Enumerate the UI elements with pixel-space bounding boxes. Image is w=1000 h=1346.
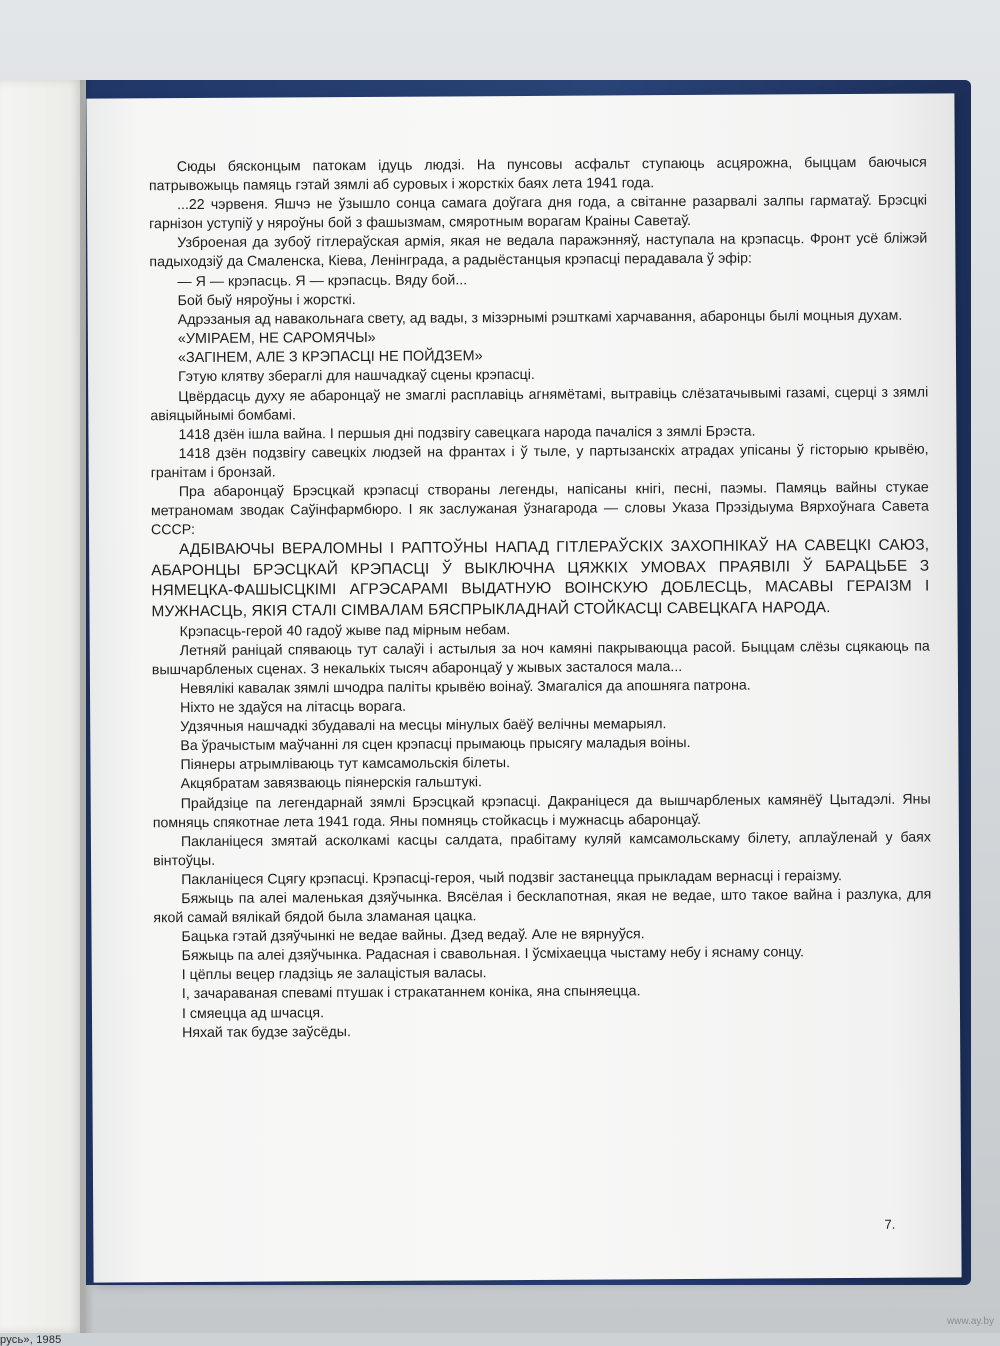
- paragraph: І смяецца ад шчасця.: [181, 1004, 325, 1022]
- paragraph: Невялікі кавалак зямлі шчодра паліты крывёю воінаў. Змагаліся да апошняга патрона.: [179, 677, 751, 698]
- paragraph: Летняй раніцай спяваюць тут салаўі і астылыя за ноч камяні пакрываюцца расой. Быццам слёзы сцякаюць па вышчарбленых сценах. З некалькіх тысяч абаронцаў у жывых засталося мала...: [151, 638, 930, 679]
- left-page-footer: русь», 1985: [0, 1334, 62, 1346]
- paragraph: Бяжыць па алеі дзяўчынка. Радасная і свавольная. І ўсміхаецца чыстаму небу і яснаму сонцу.: [181, 944, 804, 965]
- paragraph: Няхай так будзе заўсёды.: [182, 1023, 351, 1041]
- paragraph: Цвёрдасць духу яе абаронцаў не змаглі расплавіць агнямётамі, вытравіць слёзатачывымі газамі, сцерці з зямлі авіяцыйнымі бомбамі.: [150, 384, 929, 424]
- watermark: www.ay.by: [946, 1316, 994, 1327]
- oath-line: «УМІРАЕМ, НЕ САРОМЯЧЫ»: [177, 329, 376, 347]
- paragraph: Сюды бясконцым патокам ідуць людзі. На пунсовы асфальт ступаюць асцярожна, быццам баючыся патрывожыць памяць гэтай зямлі аб суровых і жорсткіх баях лета 1941 года.: [148, 154, 927, 195]
- paragraph: І цёплы вецер гладзіць яе залацістыя валасы.: [181, 965, 487, 984]
- paragraph: Ва ўрачыстым маўчанні ля сцен крэпасці прымаюць прысягу маладыя воіны.: [180, 735, 691, 755]
- paragraph: Прайдзіце па легендарнай зямлі Брэсцкай крэпасці. Дакраніцеся да вышчарбленых камянёў Цытадэлі. Яны помняць спякотнае лета 1941 года. Яны помняць стойкасць і мужнасць абаронцаў.: [152, 791, 931, 831]
- paragraph: 1418 дзён подзвігу савецкіх людзей на франтах і ў тыле, у партызанскіх атрадах упісаны ў гісторыю крывёю, гранітам і бронзай.: [150, 441, 929, 482]
- page-number: 7.: [884, 1216, 896, 1232]
- paragraph: Бой быў няроўны і жорсткі.: [177, 291, 356, 309]
- paragraph: Гэтую клятву збераглі для нашчадкаў сцены крэпасці.: [178, 367, 535, 386]
- paragraph: Удзячныя нашчадкі збудавалі на месцы мінулых баёў велічны мемарыял.: [180, 716, 667, 736]
- paragraph: Адрэзаныя ад навакольнага свету, ад вады, з мізэрнымі рэшткамі харчавання, абаронцы былі моцныя духам.: [177, 307, 903, 328]
- paragraph: Піянеры атрымліваюць тут камсамольскія білеты.: [180, 755, 511, 774]
- paragraph: 1418 дзён ішла вайна. І першыя дні подзвігу савецкага народа пачаліся з зямлі Брэста.: [178, 423, 756, 443]
- paragraph: — Я — крэпасць. Я — крэпасць. Вяду бой...: [177, 271, 468, 290]
- paragraph: Узброеная да зубоў гітлераўская армія, якая не ведала паражэнняў, наступала на крэпасць. Фронт усё бліжэй падыходзіў да Смаленска, Кіева, Ленінграда, а радыёстанцыя крэпасці перадавала ў эфір:: [149, 230, 928, 271]
- decree-text: АДБІВАЮЧЫ ВЕРАЛОМНЫ І РАПТОЎНЫ НАПАД ГІТЛЕРАЎСКІХ ЗАХОПНІКАЎ НА САВЕЦКІ САЮЗ, АБАРОНЦЫ БРЭСЦКАЙ КРЭПАСЦІ Ў ВЫКЛЮЧНА ЦЯЖКІХ УМОВАХ ПРАЯВІЛІ Ў БАРАЦЬБЕ З НЯМЕЦКА-ФАШЫСЦКІМІ АГРЭСАРАМІ ВЫДАТНУЮ ВОІНСКУЮ ДОБЛЕСЦЬ, МАСАВЫ ГЕРАІЗМ І МУЖНАСЦЬ, ЯКІЯ СТАЛІ СІМВАЛАМ БЯСПРЫКЛАДНАЙ СТОЙКАСЦІ САВЕЦКАГА НАРОДА.: [151, 536, 930, 621]
- page-text: [149, 154, 932, 1043]
- paragraph: Крэпасць-герой 40 гадоў жыве пад мірным небам.: [179, 621, 511, 640]
- left-page: [0, 80, 86, 1346]
- paragraph: Пра абаронцаў Брэсцкай крэпасці створаны легенды, напісаны кнігі, песні, паэмы. Памяць вайны стукае метраномам зводак Саўінфармбюро. І як заслужаная ўзнагарода — словы Указа Прэзідыума Вярхоўнага Савета СССР:: [150, 479, 929, 539]
- paragraph: Пакланіцеся змятай асколкамі касцы салдата, прабітаму куляй камсамольскаму білету, аплаўленай у баях вінтоўцы.: [153, 829, 931, 870]
- paragraph: І, зачараваная спевамі птушак і стракатаннем коніка, яна спыняецца.: [181, 983, 641, 1003]
- paragraph: Ніхто не здаўся на літасць ворага.: [180, 698, 407, 717]
- right-page: [86, 93, 961, 1282]
- oath-line: «ЗАГІНЕМ, АЛЕ З КРЭПАСЦІ НЕ ПОЙДЗЕМ»: [177, 348, 483, 367]
- paragraph: Бяжыць па алеі маленькая дзяўчынка. Вясёлая і бесклапотная, якая не ведае, што такое вайна і разлука, для якой самай вялікай бядой была зламаная цацка.: [153, 886, 932, 927]
- paragraph: Бацька гэтай дзяўчынкі не ведае вайны. Дзед ведаў. Але не вярнуўся.: [181, 926, 645, 946]
- paragraph: ...22 чэрвеня. Яшчэ не ўзышло сонца самага доўгага дня года, а світанне разарвалі залпы гарматаў. Брэсцкі гарнізон уступіў у няроўны бой з фашызмам, смяротным ворагам Краіны Саветаў.: [149, 192, 928, 233]
- paragraph: Пакланіцеся Сцягу крэпасці. Крэпасці-героя, чый подзвіг застанецца прыкладам вернасці і гераізму.: [181, 867, 842, 888]
- paragraph: Акцябратам завязваюць піянерскія гальштукі.: [180, 774, 483, 793]
